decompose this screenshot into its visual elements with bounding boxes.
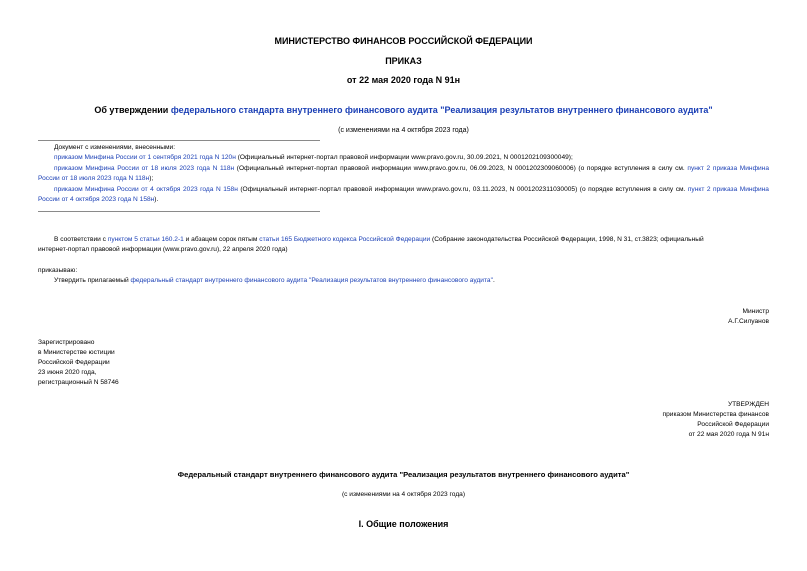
registration-line-1: Зарегистрировано <box>38 339 95 346</box>
amendment-item-1: приказом Минфина России от 1 сентября 2021 года N 120н (Официальный интернет-портал правовой информации www.pravo.gov.ru, 30.09.2021, N 0001202109300049); <box>54 154 573 161</box>
edition-note: (с изменениями на 4 октября 2023 года) <box>338 127 469 134</box>
amendment-link-120n[interactable]: приказом Минфина России от 1 сентября 2021 года N 120н <box>54 154 236 161</box>
basis-link-article-165[interactable]: статьи 165 Бюджетного кодекса Российской Федерации <box>259 236 431 243</box>
title-prefix: Об утверждении <box>94 105 171 115</box>
document-title <box>0 105 807 116</box>
amendments-top-divider <box>38 140 320 141</box>
signature-position: Министр <box>742 308 769 315</box>
order-verb: приказываю: <box>38 267 78 274</box>
amendment-link-118n[interactable]: приказом Минфина России от 18 июля 2023 года N 118н <box>54 165 235 172</box>
registration-line-4: 23 июня 2020 года, <box>38 369 97 376</box>
basis-paragraph-line2: интернет-портал правовой информации (www.pravo.gov.ru), 22 апреля 2020 года) <box>38 246 288 253</box>
standard-edition-note: (с изменениями на 4 октября 2023 года) <box>341 491 466 498</box>
amendment-point2-link-118n[interactable]: пункт 2 <box>687 165 711 172</box>
registration-line-2: в Министерстве юстиции <box>38 349 115 356</box>
amendment-point2-link-158n[interactable]: пункт 2 <box>687 186 711 193</box>
section-1-heading: I. Общие положения <box>358 519 449 529</box>
order-date-number: от 22 мая 2020 года N 91н <box>346 75 461 85</box>
amendment-item-2: приказом Минфина России от 18 июля 2023 года N 118н (Официальный интернет-портал правовой информации www.pravo.gov.ru, 06.09.2023, N 0001202309060006) (о порядке вступления в силу см. пункт 2 приказа Минфина России от 18 июля 2023 года N 118н); <box>38 165 769 182</box>
doc-type-heading: ПРИКАЗ <box>385 56 422 66</box>
approved-line-2: приказом Министерства финансов <box>662 411 769 418</box>
amendments-bottom-divider <box>38 211 320 212</box>
standard-title: Федеральный стандарт внутреннего финансового аудита "Реализация результатов внутреннего финансового аудита" <box>177 470 630 479</box>
amendment-order-link-158n[interactable]: приказа Минфина России от 4 октября 2023 года N 158н <box>38 186 769 203</box>
registration-line-5: регистрационный N 58746 <box>38 379 119 386</box>
ministry-heading: МИНИСТЕРСТВО ФИНАНСОВ РОССИЙСКОЙ ФЕДЕРАЦИИ <box>274 36 533 46</box>
basis-paragraph-line1: В соответствии с пунктом 5 статьи 160.2-1 и абзацем сорок пятым статьи 165 Бюджетного кодекса Российской Федерации (Собрание законодательства Российской Федерации, 1998, N 31, ст.3823; официальный <box>54 236 704 243</box>
title-standard-link[interactable]: федерального стандарта внутреннего финансового аудита "Реализация результатов внутреннего финансового аудита" <box>170 105 713 115</box>
amendment-item-3: приказом Минфина России от 4 октября 2023 года N 158н (Официальный интернет-портал правовой информации www.pravo.gov.ru, 03.11.2023, N 0001202311030005) (о порядке вступления в силу см. пункт 2 приказа Минфина России от 4 октября 2023 года N 158н). <box>38 186 769 203</box>
amendment-link-158n[interactable]: приказом Минфина России от 4 октября 2023 года N 158н <box>54 186 238 193</box>
approved-line-1: УТВЕРЖДЕН <box>727 401 769 408</box>
registration-line-3: Российской Федерации <box>38 359 110 366</box>
order-paragraph: Утвердить прилагаемый федеральный стандарт внутреннего финансового аудита "Реализация результатов внутреннего финансового аудита". <box>54 277 495 284</box>
approved-line-4: от 22 мая 2020 года N 91н <box>688 431 769 438</box>
signature-name: А.Г.Силуанов <box>728 318 769 325</box>
approved-line-3: Российской Федерации <box>697 421 769 428</box>
basis-link-article-160[interactable]: пунктом 5 статьи 160.2-1 <box>107 236 184 243</box>
amendment-order-link-118n[interactable]: приказа Минфина России от 18 июля 2023 года N 118н <box>38 165 769 182</box>
amendments-intro: Документ с изменениями, внесенными: <box>54 144 176 151</box>
order-standard-link[interactable]: федеральный стандарт внутреннего финансового аудита "Реализация результатов внутреннего финансового аудита" <box>130 277 493 284</box>
